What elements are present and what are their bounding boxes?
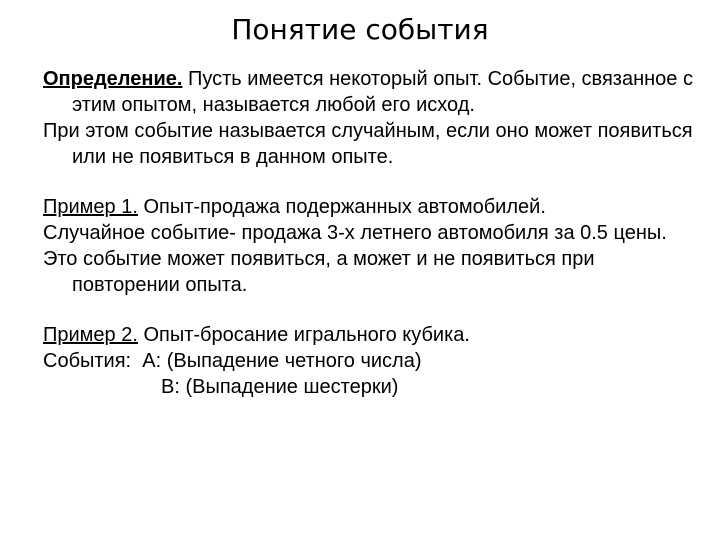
event-a: A: (Выпадение четного числа)	[142, 350, 422, 372]
spacer	[43, 298, 703, 322]
event-b: B: (Выпадение шестерки)	[161, 376, 399, 398]
example1-paragraph	[43, 194, 703, 220]
definition-label: Определение.	[43, 68, 183, 90]
example1-label: Пример 1.	[43, 196, 138, 218]
random-event-paragraph: При этом событие называется случайным, если оно может появиться или не появиться в данном опыте.	[43, 120, 693, 168]
spacer	[43, 170, 703, 194]
events-label: События:	[43, 350, 132, 372]
events-line-b	[43, 374, 703, 400]
example2-paragraph	[43, 322, 703, 348]
example1-note-paragraph: Это событие может появиться, а может и не появиться при повторении опыта.	[43, 248, 595, 296]
definition-paragraph	[43, 66, 703, 118]
example1-event-paragraph: Случайное событие- продажа 3-х летнего автомобиля за 0.5 цены.	[43, 222, 667, 244]
example2-label: Пример 2.	[43, 324, 138, 346]
slide-body	[43, 66, 703, 400]
slide-title: Понятие события	[231, 13, 489, 46]
events-line-a	[43, 348, 703, 374]
example2-text: Опыт-бросание игрального кубика.	[137, 324, 470, 346]
example1-text: Опыт-продажа подержанных автомобилей.	[137, 196, 546, 218]
definition-text: Пусть имеется некоторый опыт. Событие, связанное с этим опытом, называется любой его исход.	[72, 68, 693, 116]
